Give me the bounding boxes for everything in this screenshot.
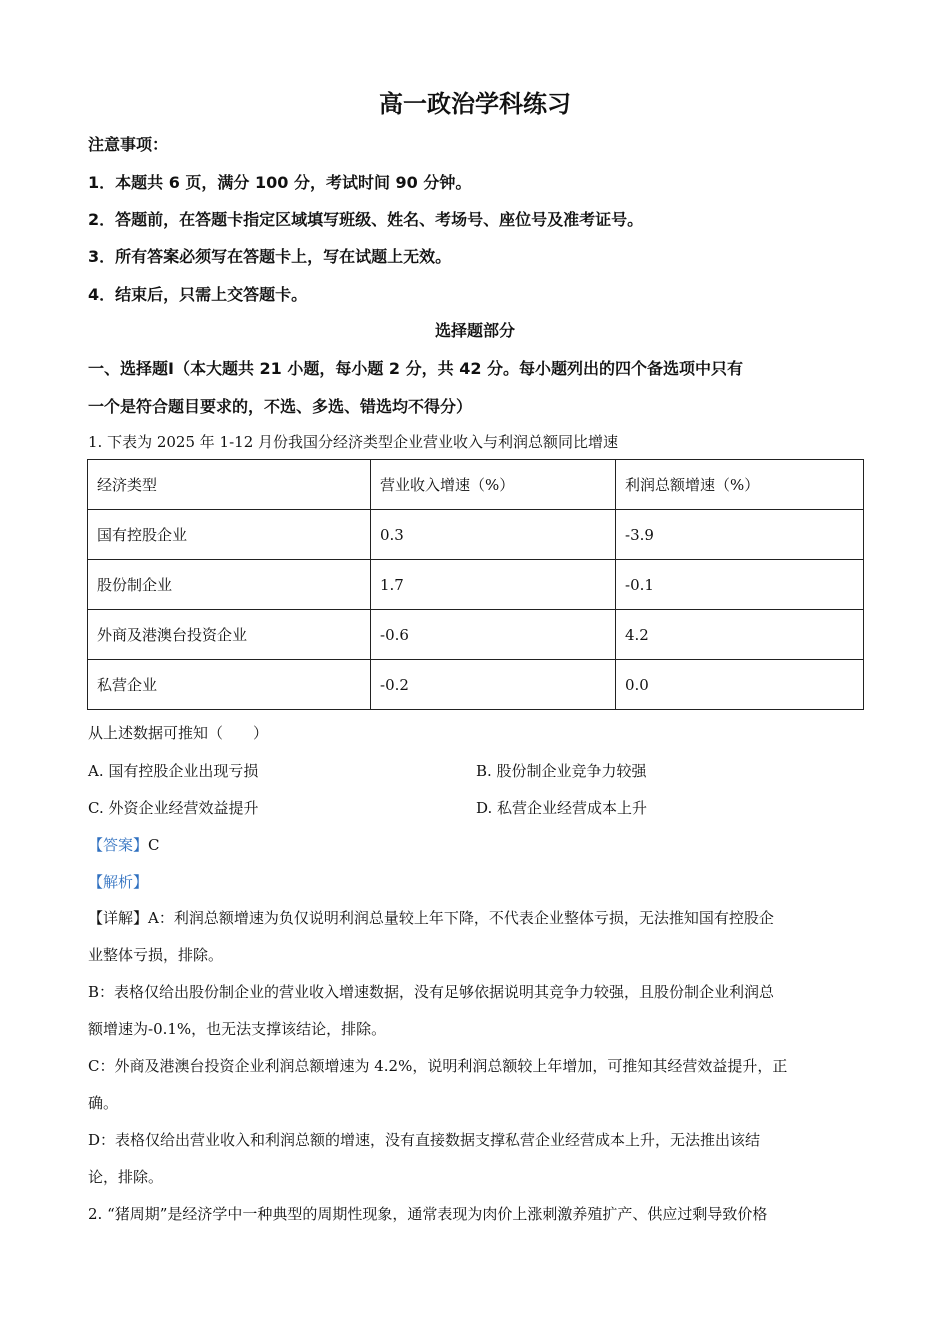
- option-c: C. 外资企业经营效益提升: [88, 799, 259, 817]
- table-cell: -0.2: [371, 660, 616, 710]
- table-cell: 0.3: [371, 510, 616, 560]
- notice-item-4: 4．结束后，只需上交答题卡。: [88, 285, 308, 304]
- notice-item-1: 1．本题共 6 页，满分 100 分，考试时间 90 分钟。: [88, 173, 472, 192]
- notice-item-3: 3．所有答案必须写在答题卡上，写在试题上无效。: [88, 247, 452, 266]
- detail-c-line-2: 确。: [88, 1094, 119, 1112]
- header-cell: 经济类型: [88, 460, 371, 510]
- table-header-row: [88, 460, 864, 510]
- table-cell: -0.6: [371, 610, 616, 660]
- section-title: 选择题部分: [434, 321, 515, 340]
- option-b: B. 股份制企业竞争力较强: [476, 762, 647, 780]
- table-cell: 0.0: [616, 660, 864, 710]
- detail-a-line-1: 【详解】A：利润总额增速为负仅说明利润总量较上年下降，不代表企业整体亏损，无法推知国有控股企: [88, 909, 774, 927]
- part-heading-line-2: 一个是符合题目要求的，不选、多选、错选均不得分）: [88, 397, 473, 416]
- detail-a-line-2: 业整体亏损，排除。: [88, 946, 224, 964]
- page-title: 高一政治学科练习: [379, 90, 571, 118]
- table-row: [88, 560, 864, 610]
- table-cell: -0.1: [616, 560, 864, 610]
- table-cell: 国有控股企业: [88, 510, 371, 560]
- q1-question: 从上述数据可推知（ ）: [88, 724, 269, 742]
- detail-block: [88, 900, 863, 1233]
- option-d: D. 私营企业经营成本上升: [476, 799, 648, 817]
- detail-b-line-1: B：表格仅给出股份制企业的营业收入增速数据，没有足够依据说明其竞争力较强，且股份制企业利润总: [88, 983, 775, 1001]
- header-cell: 利润总额增速（%）: [616, 460, 864, 510]
- table-cell: 外商及港澳台投资企业: [88, 610, 371, 660]
- answer-line: [88, 834, 160, 855]
- table-cell: 股份制企业: [88, 560, 371, 610]
- table-row: [88, 510, 864, 560]
- detail-d-line-2: 论，排除。: [88, 1168, 164, 1186]
- table-row: [88, 660, 864, 710]
- part-heading-line-1: 一、选择题Ⅰ（本大题共 21 小题，每小题 2 分，共 42 分。每小题列出的四个备选项中只有: [88, 359, 744, 378]
- answer-label: 【答案】: [88, 836, 149, 854]
- table-cell: 4.2: [616, 610, 864, 660]
- notice-item-2: 2．答题前，在答题卡指定区域填写班级、姓名、考场号、座位号及准考证号。: [88, 210, 644, 229]
- answer-value: C: [148, 836, 160, 854]
- detail-d-line-1: D：表格仅给出营业收入和利润总额的增速，没有直接数据支撑私营企业经营成本上升，无法推出该结: [88, 1131, 761, 1149]
- q1-stem: 1. 下表为 2025 年 1-12 月份我国分经济类型企业营业收入与利润总额同比增速: [88, 433, 619, 451]
- economy-type-table: [87, 459, 864, 710]
- notice-heading: 注意事项：: [88, 135, 169, 154]
- header-cell: 营业收入增速（%）: [371, 460, 616, 510]
- table-cell: 私营企业: [88, 660, 371, 710]
- table-cell: -3.9: [616, 510, 864, 560]
- option-a: A. 国有控股企业出现亏损: [88, 762, 259, 780]
- table-cell: 1.7: [371, 560, 616, 610]
- detail-c-line-1: C：外商及港澳台投资企业利润总额增速为 4.2%，说明利润总额较上年增加，可推知其经营效益提升，正: [88, 1057, 788, 1075]
- q2-stem: 2. “猪周期”是经济学中一种典型的周期性现象，通常表现为肉价上涨刺激养殖扩产、供应过剩导致价格: [88, 1205, 768, 1223]
- table-row: [88, 610, 864, 660]
- detail-label: 【详解】: [88, 909, 149, 927]
- detail-b-line-2: 额增速为-0.1%，也无法支撑该结论，排除。: [88, 1020, 387, 1038]
- analysis-label: 【解析】: [88, 873, 149, 891]
